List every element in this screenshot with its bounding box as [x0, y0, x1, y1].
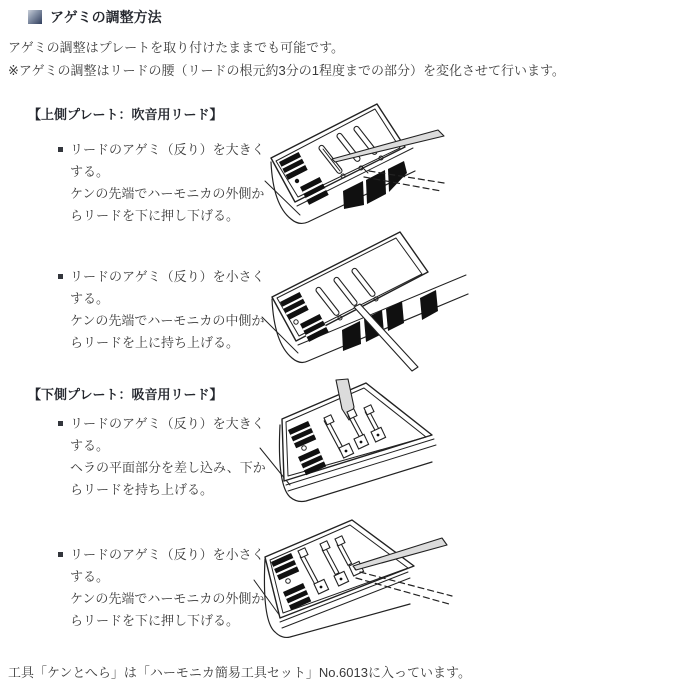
footer-note: 工具「ケンとへら」は「ハーモニカ簡易工具セット」No.6013に入っています。	[8, 665, 471, 680]
item-text-line: リードのアゲミ（反り）を大きく	[70, 416, 265, 431]
reed-plate-top-face	[272, 232, 428, 341]
item-text-line: らリードを上に持ち上げる。	[70, 335, 240, 350]
rivet-dot	[360, 441, 363, 444]
list-item	[57, 139, 265, 227]
heading-marker-icon	[28, 10, 42, 24]
illustration-lower-plate-press-down	[250, 520, 460, 670]
illustration-lower-plate-lift-up	[250, 378, 450, 535]
rivet-dot	[345, 450, 348, 453]
item-text-line: らリードを持ち上げる。	[70, 482, 214, 497]
page-title: アゲミの調整方法	[50, 9, 162, 25]
item-text-line: する。	[70, 291, 110, 306]
illustration-upper-plate-press-down	[255, 105, 455, 255]
rivet-dot	[340, 578, 343, 581]
chamber-hole	[343, 181, 364, 209]
list-item	[57, 413, 266, 501]
intro-line: ※アゲミの調整はリードの腰（リードの根元約3分の1程度までの部分）を変化させて行います。	[8, 63, 565, 78]
item-text-line: する。	[70, 164, 110, 179]
bullet-square-icon	[58, 274, 63, 279]
item-text-line: する。	[70, 438, 110, 453]
item-text-line: ケンの先端でハーモニカの中側か	[70, 313, 265, 328]
bullet-square-icon	[58, 147, 63, 152]
rivet-dot	[320, 586, 323, 589]
item-text-line: リードのアゲミ（反り）を大きく	[70, 142, 265, 157]
item-text-line: リードのアゲミ（反り）を小さく	[70, 547, 265, 562]
item-text-line: ケンの先端でハーモニカの外側か	[70, 186, 265, 201]
plate-screw-dot	[295, 179, 299, 183]
intro-paragraph	[8, 36, 565, 82]
item-text-line: ヘラの平面部分を差し込み、下か	[70, 460, 266, 475]
motion-dash-line	[356, 578, 449, 604]
section-heading-lower-plate: 【下側プレート：吸音用リード】	[28, 387, 223, 402]
chamber-hole	[420, 290, 438, 320]
rivet-dot	[377, 434, 380, 437]
chamber-hole	[366, 170, 386, 204]
list-item	[57, 544, 265, 632]
item-text-line: らリードを下に押し下げる。	[70, 208, 240, 223]
chamber-hole	[386, 301, 404, 331]
item-text-line: する。	[70, 569, 110, 584]
list-item	[57, 266, 265, 354]
bullet-square-icon	[58, 421, 63, 426]
item-text-line: リードのアゲミ（反り）を小さく	[70, 269, 265, 284]
item-text-line: ケンの先端でハーモニカの外側か	[70, 591, 265, 606]
item-text-line: らリードを下に押し下げる。	[70, 613, 240, 628]
bullet-square-icon	[58, 552, 63, 557]
section-heading-upper-plate: 【上側プレート：吹音用リード】	[28, 107, 223, 122]
page-header	[28, 8, 162, 26]
intro-line: アゲミの調整はプレートを取り付けたままでも可能です。	[8, 40, 345, 55]
